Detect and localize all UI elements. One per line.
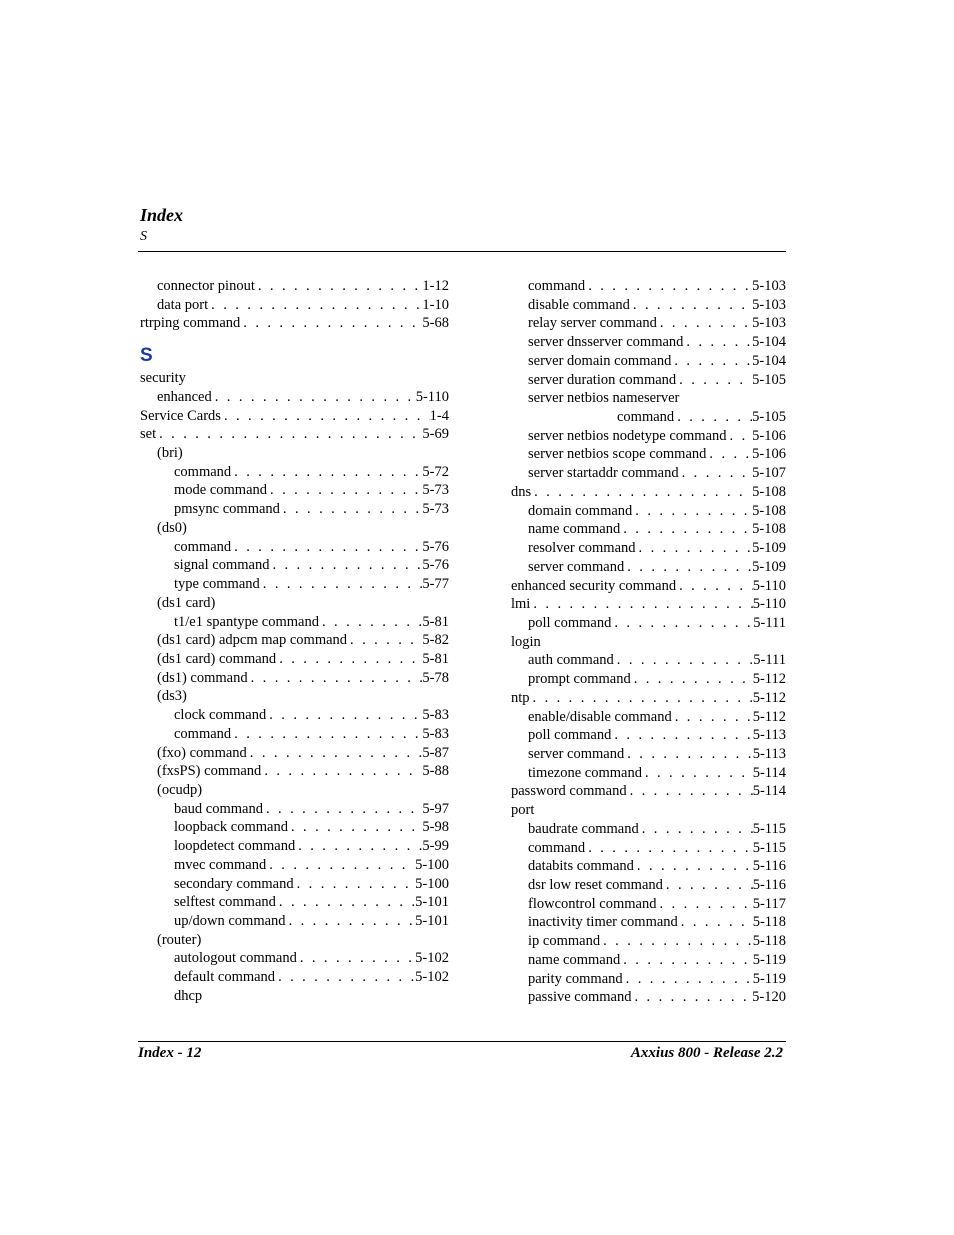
index-entry-page: 5-119	[752, 970, 786, 987]
index-entry-term: (fxo) command	[157, 744, 247, 761]
index-entry	[140, 538, 449, 557]
index-entry-page: 5-78	[422, 669, 449, 686]
index-entry-term: server netbios nodetype command	[528, 427, 727, 444]
index-entry-term: rtrping command	[140, 315, 241, 332]
dot-leader	[295, 837, 422, 856]
dot-leader	[294, 875, 416, 894]
dot-leader	[600, 932, 753, 951]
index-entry	[140, 687, 449, 706]
index-entry	[511, 614, 786, 633]
dot-leader	[614, 651, 753, 670]
index-entry-page: 5-101	[415, 894, 449, 911]
index-entry-term: set	[140, 426, 157, 443]
index-entry-page: 5-109	[752, 540, 786, 557]
index-entry-page: 5-103	[752, 315, 786, 332]
index-entry-term: up/down command	[174, 913, 286, 929]
index-entry-page: 5-110	[415, 388, 449, 405]
index-entry-term: command	[174, 463, 232, 480]
index-entry-term: enhanced security command	[511, 577, 677, 594]
index-entry	[140, 762, 449, 781]
index-entry	[140, 277, 449, 296]
index-entry	[511, 371, 786, 390]
index-entry	[511, 483, 786, 502]
index-entry	[511, 932, 786, 951]
dot-leader	[727, 427, 753, 446]
index-entry-term: baudrate command	[528, 820, 639, 837]
index-entry	[511, 520, 786, 539]
dot-leader	[672, 708, 753, 727]
index-entry-term: dns	[511, 483, 532, 500]
index-entry-term: clock command	[174, 707, 267, 724]
index-entry	[140, 631, 449, 650]
index-entry-page: 5-115	[752, 839, 786, 856]
index-entry	[511, 745, 786, 764]
index-entry	[511, 764, 786, 783]
index-entry-page: 5-73	[422, 482, 449, 499]
dot-leader	[347, 631, 422, 650]
index-entry	[140, 613, 449, 632]
index-entry-term: server command	[528, 558, 625, 575]
index-entry-term: baud command	[174, 800, 263, 817]
index-entry-page: 5-111	[753, 614, 786, 631]
index-entry	[511, 408, 786, 427]
index-entry-term: (router)	[157, 931, 202, 948]
index-entry-term: password command	[511, 783, 627, 800]
header-rule	[138, 251, 786, 252]
dot-leader	[267, 481, 422, 500]
index-entry-term: (ds0)	[157, 519, 187, 536]
dot-leader	[674, 408, 752, 427]
index-entry	[140, 556, 449, 575]
index-entry	[140, 725, 449, 744]
index-entry	[140, 594, 449, 613]
dot-leader	[263, 800, 422, 819]
index-entry-page: 5-100	[415, 856, 449, 873]
index-entry	[140, 818, 449, 837]
index-entry	[140, 650, 449, 669]
index-entry-term: ntp	[511, 689, 530, 706]
index-entry-page: 5-106	[752, 427, 786, 444]
index-entry-term: timezone command	[528, 764, 642, 781]
index-entry-term: pmsync command	[174, 501, 280, 518]
dot-leader	[231, 725, 422, 744]
dot-leader	[663, 876, 753, 895]
dot-leader	[269, 556, 422, 575]
index-entry-page: 5-119	[752, 951, 786, 968]
index-entry-page: 5-112	[752, 689, 786, 706]
index-entry-page: 5-114	[752, 783, 786, 800]
index-entry	[511, 708, 786, 727]
index-entry-page: 5-114	[752, 764, 786, 781]
index-entry-page: 5-118	[752, 933, 786, 950]
index-entry-term: server startaddr command	[528, 465, 679, 482]
dot-leader	[255, 277, 423, 296]
index-entry	[140, 669, 449, 688]
index-entry	[511, 820, 786, 839]
index-entry	[140, 500, 449, 519]
index-entry	[511, 633, 786, 652]
index-entry-term: ip command	[528, 933, 601, 950]
index-entry	[140, 388, 449, 407]
index-entry	[511, 595, 786, 614]
index-entry-term: security	[140, 370, 186, 387]
index-entry-term: (ds1 card)	[157, 594, 216, 611]
dot-leader	[319, 613, 422, 632]
index-entry	[511, 801, 786, 820]
index-entry-term: mvec command	[174, 856, 267, 873]
index-entry-term: flowcontrol command	[528, 895, 657, 912]
index-entry-page: 5-105	[752, 409, 786, 426]
index-entry	[140, 575, 449, 594]
index-entry	[140, 444, 449, 463]
dot-leader	[656, 895, 752, 914]
index-entry-page: 5-103	[752, 296, 786, 313]
index-entry	[140, 296, 449, 315]
index-entry	[140, 407, 449, 426]
index-entry-page: 5-111	[753, 652, 786, 669]
index-entry-page: 5-69	[422, 426, 449, 443]
index-entry	[140, 800, 449, 819]
index-entry-term: server duration command	[528, 371, 677, 388]
dot-leader	[627, 782, 753, 801]
dot-leader	[676, 577, 753, 596]
index-entry-term: selftest command	[174, 894, 276, 911]
index-entry-page: 5-115	[752, 820, 786, 837]
index-entry-term: resolver command	[528, 540, 636, 557]
dot-leader	[624, 558, 752, 577]
index-entry-page: 5-117	[752, 895, 786, 912]
index-entry-page: 5-102	[415, 969, 449, 986]
dot-leader	[624, 745, 752, 764]
index-entry-term: (bri)	[157, 445, 183, 462]
index-entry	[140, 519, 449, 538]
index-entry-term: (ocudp)	[157, 781, 203, 798]
index-entry-term: autologout command	[174, 950, 297, 967]
index-entry-term: signal command	[174, 557, 270, 574]
index-entry	[140, 369, 449, 388]
index-entry-term: databits command	[528, 858, 634, 875]
index-entry	[140, 425, 449, 444]
index-entry-term: disable command	[528, 296, 630, 313]
dot-leader	[676, 371, 752, 390]
index-entry	[140, 893, 449, 912]
dot-leader	[248, 669, 423, 688]
dot-leader	[261, 762, 422, 781]
index-entry-term: (fxsPS) command	[157, 763, 262, 780]
index-entry-term: (ds1) command	[157, 669, 248, 686]
index-entry	[511, 427, 786, 446]
dot-leader	[585, 839, 753, 858]
index-entry-term: name command	[528, 951, 621, 968]
index-entry	[140, 931, 449, 950]
dot-leader	[585, 277, 752, 296]
index-entry-term: inactivity timer command	[528, 914, 678, 931]
dot-leader	[611, 614, 753, 633]
index-entry-term: mode command	[174, 482, 268, 499]
index-entry-page: 1-4	[429, 407, 449, 424]
index-column-right	[511, 277, 786, 1007]
index-entry	[140, 781, 449, 800]
index-entry	[511, 445, 786, 464]
dot-leader	[276, 650, 422, 669]
index-entry-term: (ds1 card) adpcm map command	[157, 632, 348, 649]
index-entry	[511, 558, 786, 577]
index-entry	[140, 314, 449, 333]
dot-leader	[642, 764, 753, 783]
dot-leader	[623, 970, 753, 989]
index-entry	[140, 856, 449, 875]
index-entry-term: Service Cards	[140, 407, 221, 424]
dot-leader	[280, 500, 422, 519]
section-letter-header: S	[140, 229, 147, 244]
dot-leader	[706, 445, 752, 464]
dot-leader	[531, 483, 752, 502]
index-entry-term: connector pinout	[157, 278, 255, 294]
dot-leader	[530, 689, 753, 708]
index-entry	[511, 895, 786, 914]
index-entry-page: 5-108	[752, 521, 786, 538]
index-entry-term: port	[511, 802, 535, 819]
index-entry	[511, 389, 786, 408]
footer-product-title: Axxius 800 - Release 2.2	[630, 1045, 783, 1061]
index-entry-term: login	[511, 633, 541, 650]
dot-leader	[276, 893, 415, 912]
index-entry	[511, 464, 786, 483]
dot-leader	[630, 296, 752, 315]
index-entry	[511, 539, 786, 558]
index-entry-page: 5-81	[422, 613, 449, 630]
index-entry-page: 5-83	[422, 725, 449, 742]
index-entry-page: 5-101	[415, 913, 449, 929]
index-entry-page: 5-82	[422, 632, 449, 649]
index-entry-page: 5-72	[422, 463, 449, 480]
index-entry-page: 5-108	[752, 483, 786, 500]
index-entry-page: 5-98	[422, 819, 449, 836]
index-entry-page: 5-113	[752, 745, 786, 762]
index-entry-term: poll command	[528, 727, 612, 744]
index-entry-page: 5-81	[422, 650, 449, 667]
dot-leader	[620, 951, 752, 970]
dot-leader	[212, 388, 416, 407]
index-entry	[511, 988, 786, 1007]
dot-leader	[260, 575, 423, 594]
index-entry-page: 5-103	[752, 278, 786, 294]
index-entry-term: parity command	[528, 970, 623, 987]
page-title: Index	[140, 205, 184, 225]
dot-leader	[266, 706, 422, 725]
dot-leader	[297, 949, 415, 968]
index-entry	[140, 837, 449, 856]
index-entry	[511, 577, 786, 596]
index-entry	[511, 296, 786, 315]
dot-leader	[683, 333, 752, 352]
dot-leader	[231, 538, 422, 557]
index-entry-page: 5-116	[752, 858, 786, 875]
dot-leader	[240, 314, 422, 333]
index-entry-page: 5-99	[422, 838, 449, 855]
dot-leader	[639, 820, 753, 839]
index-entry-page: 5-112	[752, 708, 786, 725]
index-entry-page: 5-76	[422, 538, 449, 555]
index-entry-term: enhanced	[157, 388, 212, 405]
dot-leader	[221, 407, 430, 426]
index-entry-term: server netbios nameserver	[528, 390, 680, 407]
index-entry-page: 5-110	[752, 596, 786, 613]
dot-leader	[208, 296, 422, 315]
footer-rule	[138, 1041, 786, 1042]
index-entry-page: 5-106	[752, 446, 786, 463]
index-entry-page: 5-105	[752, 371, 786, 388]
index-entry-term: data port	[157, 296, 209, 313]
index-entry-page: 5-109	[752, 558, 786, 575]
dot-leader	[530, 595, 752, 614]
index-entry	[140, 481, 449, 500]
dot-leader	[679, 464, 753, 483]
index-entry-term: domain command	[528, 502, 633, 519]
index-entry-term: secondary command	[174, 875, 294, 892]
index-entry	[511, 857, 786, 876]
index-entry-page: 5-68	[422, 315, 449, 332]
index-entry-term: passive command	[528, 989, 632, 1006]
index-entry-term: name command	[528, 521, 621, 538]
index-entry	[511, 651, 786, 670]
index-entry-page: 1-10	[422, 296, 449, 313]
dot-leader	[657, 314, 752, 333]
index-entry-term: dhcp	[174, 987, 203, 1004]
index-entry	[511, 839, 786, 858]
index-entry-term: (ds3)	[157, 688, 187, 705]
dot-leader	[286, 912, 416, 931]
index-entry	[140, 463, 449, 482]
index-entry-term: server netbios scope command	[528, 446, 707, 463]
dot-leader	[678, 913, 753, 932]
index-entry	[140, 968, 449, 987]
index-entry	[140, 706, 449, 725]
index-entry	[511, 970, 786, 989]
dot-leader	[631, 670, 753, 689]
index-entry	[511, 333, 786, 352]
index-entry	[511, 726, 786, 745]
dot-leader	[632, 502, 752, 521]
index-entry-page: 1-12	[422, 278, 449, 294]
index-entry-term: lmi	[511, 596, 531, 613]
index-entry-page: 5-87	[422, 744, 449, 761]
index-entry-page: 5-76	[422, 557, 449, 574]
index-entry-page: 5-118	[752, 914, 786, 931]
index-entry	[511, 502, 786, 521]
index-entry-page: 5-108	[752, 502, 786, 519]
index-entry-term: command	[174, 538, 232, 555]
index-entry-term: dsr low reset command	[528, 877, 663, 893]
index-entry-term: command	[617, 409, 675, 426]
index-entry	[140, 949, 449, 968]
index-entry-term: server domain command	[528, 352, 672, 369]
index-entry-page: 5-73	[422, 501, 449, 518]
index-entry-page: 5-113	[752, 727, 786, 744]
dot-leader	[275, 968, 415, 987]
index-entry	[140, 912, 449, 931]
index-entry	[511, 352, 786, 371]
index-entry	[511, 951, 786, 970]
dot-leader	[231, 463, 422, 482]
index-entry-term: loopback command	[174, 819, 288, 836]
index-entry-page: 5-104	[752, 352, 786, 369]
dot-leader	[247, 744, 423, 763]
footer-page-number: Index - 12	[138, 1045, 202, 1061]
index-entry	[140, 744, 449, 763]
index-entry-page: 5-83	[422, 707, 449, 724]
index-entry-term: command	[528, 839, 586, 856]
index-entry-term: poll command	[528, 614, 612, 631]
index-entry-term: command	[528, 278, 586, 294]
index-entry-page: 5-112	[752, 671, 786, 688]
dot-leader	[266, 856, 415, 875]
dot-leader	[288, 818, 422, 837]
index-entry	[511, 277, 786, 296]
index-entry	[140, 875, 449, 894]
index-entry-term: (ds1 card) command	[157, 650, 277, 667]
index-section-letter: S	[140, 345, 153, 367]
index-entry-term: enable/disable command	[528, 708, 672, 725]
dot-leader	[620, 520, 752, 539]
index-entry	[511, 689, 786, 708]
index-entry-page: 5-77	[422, 576, 449, 593]
index-entry-term: server command	[528, 745, 625, 762]
dot-leader	[632, 988, 753, 1007]
index-entry-term: type command	[174, 576, 260, 593]
index-entry-term: t1/e1 spantype command	[174, 613, 319, 630]
index-entry-page: 5-120	[752, 989, 786, 1006]
index-entry	[140, 987, 449, 1006]
index-entry-page: 5-88	[422, 763, 449, 780]
index-entry-term: auth command	[528, 652, 614, 669]
index-entry	[511, 670, 786, 689]
dot-leader	[671, 352, 752, 371]
index-entry-term: command	[174, 725, 232, 742]
dot-leader	[611, 726, 752, 745]
index-entry-page: 5-102	[415, 950, 449, 967]
index-entry-term: prompt command	[528, 671, 631, 688]
index-entry-term: relay server command	[528, 315, 657, 332]
index-entry-page: 5-116	[752, 877, 786, 893]
index-entry	[511, 876, 786, 895]
dot-leader	[636, 539, 753, 558]
index-entry-term: loopdetect command	[174, 838, 296, 855]
dot-leader	[634, 857, 753, 876]
index-entry-term: default command	[174, 969, 276, 986]
index-entry-page: 5-100	[415, 875, 449, 892]
index-entry-page: 5-110	[752, 577, 786, 594]
index-entry	[511, 782, 786, 801]
index-entry	[511, 314, 786, 333]
index-entry-page: 5-104	[752, 334, 786, 351]
index-entry-page: 5-97	[422, 800, 449, 817]
index-entry-term: server dnsserver command	[528, 334, 684, 351]
index-entry-page: 5-107	[752, 465, 786, 482]
index-column-left	[140, 277, 449, 1006]
dot-leader	[156, 425, 422, 444]
index-entry	[511, 913, 786, 932]
